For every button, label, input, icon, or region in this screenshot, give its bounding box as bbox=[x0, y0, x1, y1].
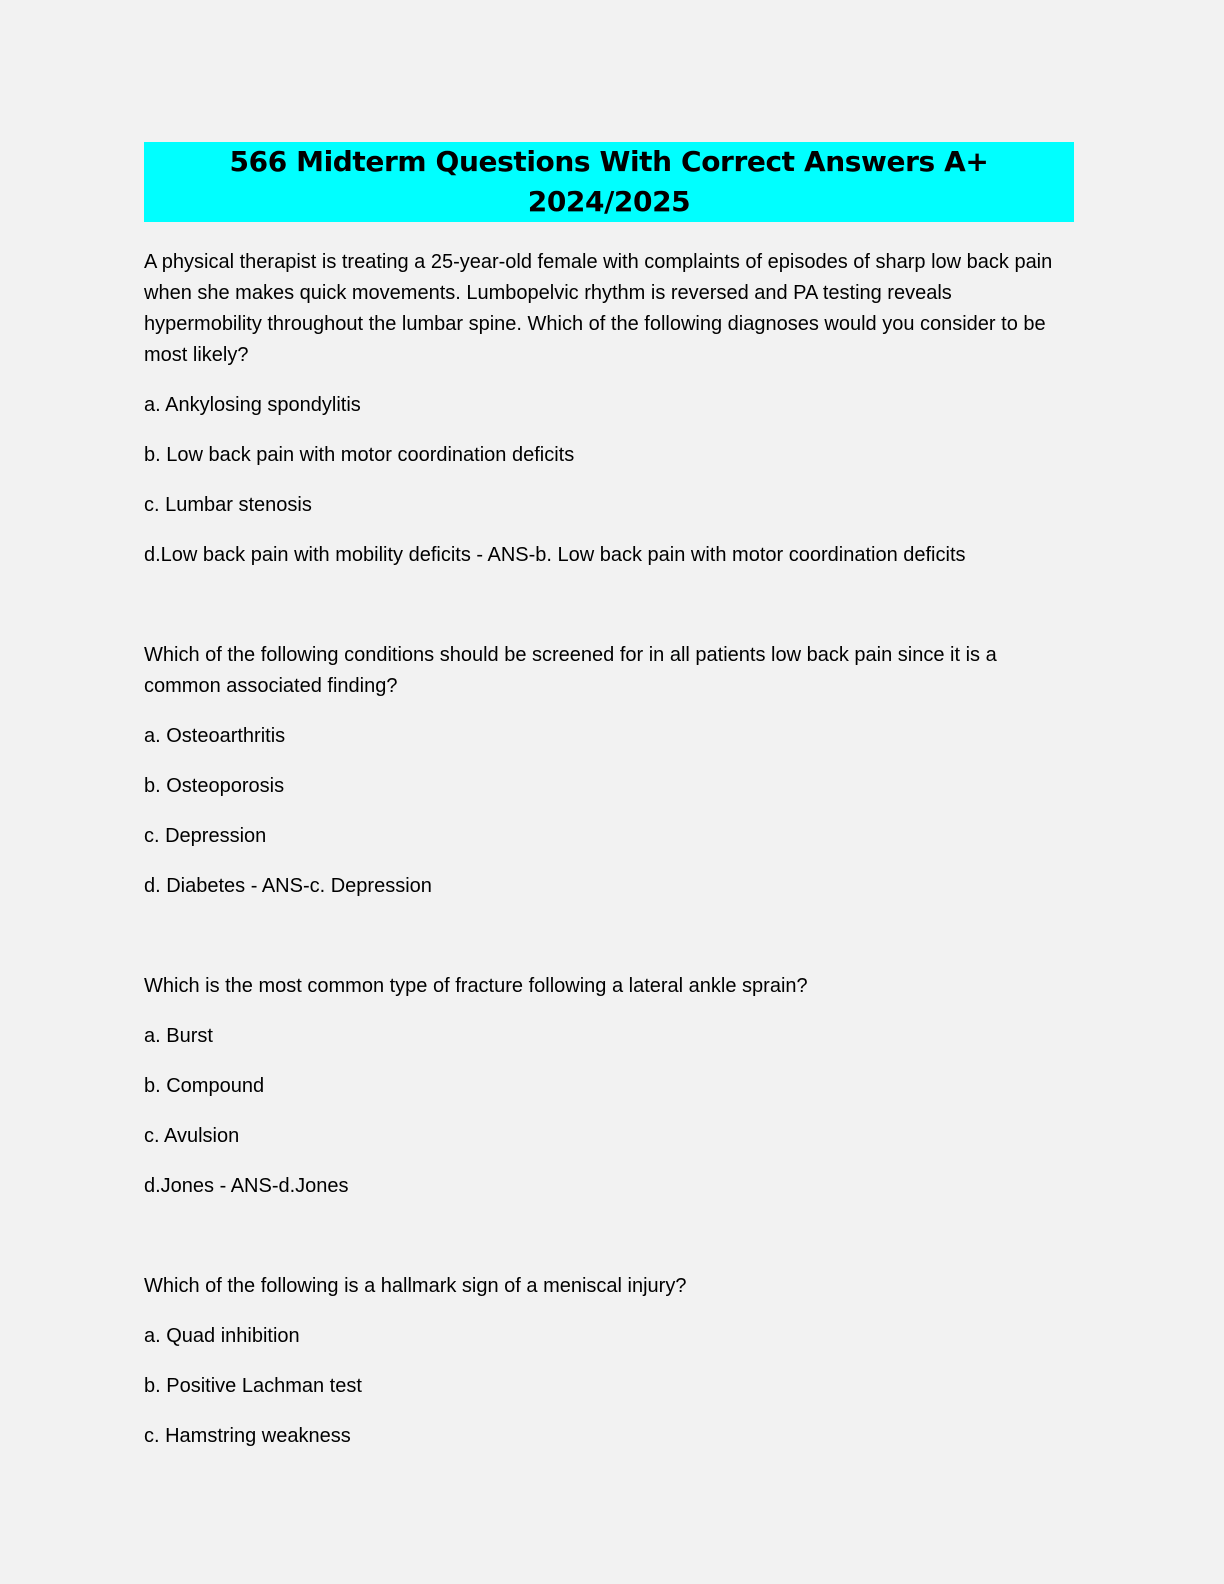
option-item: b. Positive Lachman test bbox=[144, 1375, 362, 1397]
option-item: d.Low back pain with mobility deficits - ANS-b. Low back pain with motor coordination deficits bbox=[144, 544, 966, 566]
document-title: 566 Midterm Questions With Correct Answers A+ 2024/2025 bbox=[144, 142, 1074, 222]
question-spacer bbox=[144, 921, 1074, 971]
title-container bbox=[144, 142, 1074, 222]
option-item: c. Depression bbox=[144, 825, 267, 847]
option-item: d.Jones - ANS-d.Jones bbox=[144, 1175, 349, 1197]
option-item: b. Compound bbox=[144, 1075, 265, 1097]
question-block-4 bbox=[144, 1271, 1074, 1452]
option-item: b. Osteoporosis bbox=[144, 775, 285, 797]
question-block-2 bbox=[144, 640, 1074, 902]
question-spacer bbox=[144, 590, 1074, 640]
option-item: c. Hamstring weakness bbox=[144, 1425, 351, 1447]
question-text: Which is the most common type of fracture following a lateral ankle sprain? bbox=[144, 975, 808, 997]
option-item: a. Burst bbox=[144, 1025, 213, 1047]
option-item: c. Avulsion bbox=[144, 1125, 240, 1147]
option-item: a. Quad inhibition bbox=[144, 1325, 300, 1347]
option-item: d. Diabetes - ANS-c. Depression bbox=[144, 875, 432, 897]
question-block-1 bbox=[144, 247, 1074, 571]
option-item: a. Ankylosing spondylitis bbox=[144, 394, 361, 416]
option-item: b. Low back pain with motor coordination deficits bbox=[144, 444, 575, 466]
option-item: a. Osteoarthritis bbox=[144, 725, 286, 747]
question-block-3 bbox=[144, 971, 1074, 1202]
question-spacer bbox=[144, 1221, 1074, 1271]
question-text: Which of the following conditions should be screened for in all patients low back pain since it is a common associated finding? bbox=[144, 644, 997, 697]
question-text: Which of the following is a hallmark sign of a meniscal injury? bbox=[144, 1275, 687, 1297]
question-text: A physical therapist is treating a 25-year-old female with complaints of episodes of sharp low back pain when she makes quick movements. Lumbopelvic rhythm is reversed and PA testing reveals hypermobility throughout the lumbar spine. Which of the following diagnoses would you consider to be most likely? bbox=[144, 251, 1053, 366]
option-item: c. Lumbar stenosis bbox=[144, 494, 312, 516]
